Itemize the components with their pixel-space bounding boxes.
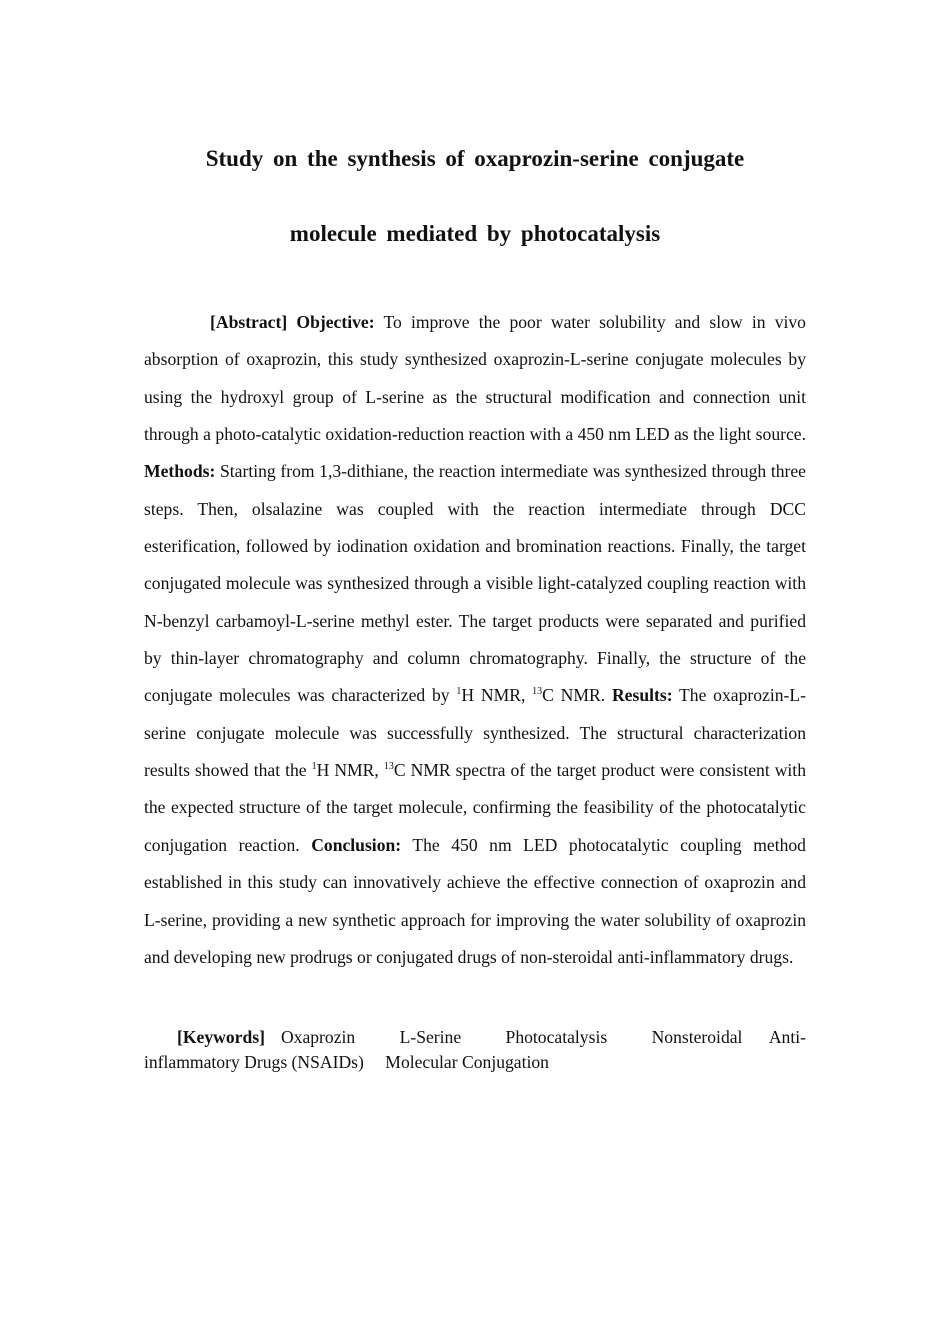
keyword-item: Nonsteroidal Anti-inflammatory Drugs (NSAIDs) xyxy=(144,1027,806,1073)
methods-text: C NMR. xyxy=(542,685,606,706)
title-line-1: Study on the synthesis of oxaprozin-serine conjugate xyxy=(205,146,745,171)
results-text: H NMR, xyxy=(316,760,379,781)
results-label: Results: xyxy=(611,685,673,706)
methods-text: H NMR, xyxy=(461,685,526,706)
abstract-label: [Abstract] xyxy=(210,312,288,332)
superscript: 1 xyxy=(456,686,462,698)
superscript: 13 xyxy=(383,761,394,773)
title-line-2: molecule mediated by photocatalysis xyxy=(289,221,661,246)
methods-label: Methods: xyxy=(144,461,216,482)
paper-page xyxy=(144,0,806,1075)
results-text: C NMR spectra of the target product were consistent with the expected structure of the target molecule, confirming the feasibility of the photocatalytic conjugation reaction. xyxy=(144,760,806,855)
keyword-item: Molecular Conjugation xyxy=(385,1052,549,1073)
methods-text: Starting from 1,3-dithiane, the reaction intermediate was synthesized through three steps. Then, olsalazine was coupled with the reaction intermediate through DCC esterification, followed by iodination oxidation and bromination reactions. Finally, the target conjugated molecule was synthesized through a visible light-catalyzed coupling reaction with N-benzyl carbamoyl-L-serine methyl ester. The target products were separated and purified by thin-layer chromatography and column chromatography. Finally, the structure of the conjugate molecules was characterized by xyxy=(144,461,806,706)
paper-title xyxy=(144,0,806,271)
superscript: 13 xyxy=(532,686,543,698)
results-text: The oxaprozin-L-serine conjugate molecule was successfully synthesized. The structural characterization results showed that the xyxy=(144,685,806,781)
conclusion-text: The 450 nm LED photocatalytic coupling method established in this study can innovatively achieve the effective connection of oxaprozin and L-serine, providing a new synthetic approach for improving the water solubility of oxaprozin and developing new prodrugs or conjugated drugs of non-steroidal anti-inflammatory drugs. xyxy=(144,834,806,967)
abstract-paragraph xyxy=(144,304,806,976)
keyword-item: Oxaprozin xyxy=(280,1027,356,1048)
objective-label: Objective: xyxy=(296,312,375,332)
keywords-label: [Keywords] xyxy=(177,1027,265,1048)
conclusion-label: Conclusion: xyxy=(311,834,402,855)
keywords-paragraph xyxy=(144,1025,806,1075)
superscript: 1 xyxy=(311,761,317,773)
keyword-item: L-Serine xyxy=(399,1027,462,1048)
objective-text: To improve the poor water solubility and slow in vivo absorption of oxaprozin, this study synthesized oxaprozin-L-serine conjugate molecules by using the hydroxyl group of L-serine as the structural modification and connection unit through a photo-catalytic oxidation-reduction reaction with a 450 nm LED as the light source. xyxy=(144,312,806,445)
keyword-item: Photocatalysis xyxy=(505,1027,608,1048)
